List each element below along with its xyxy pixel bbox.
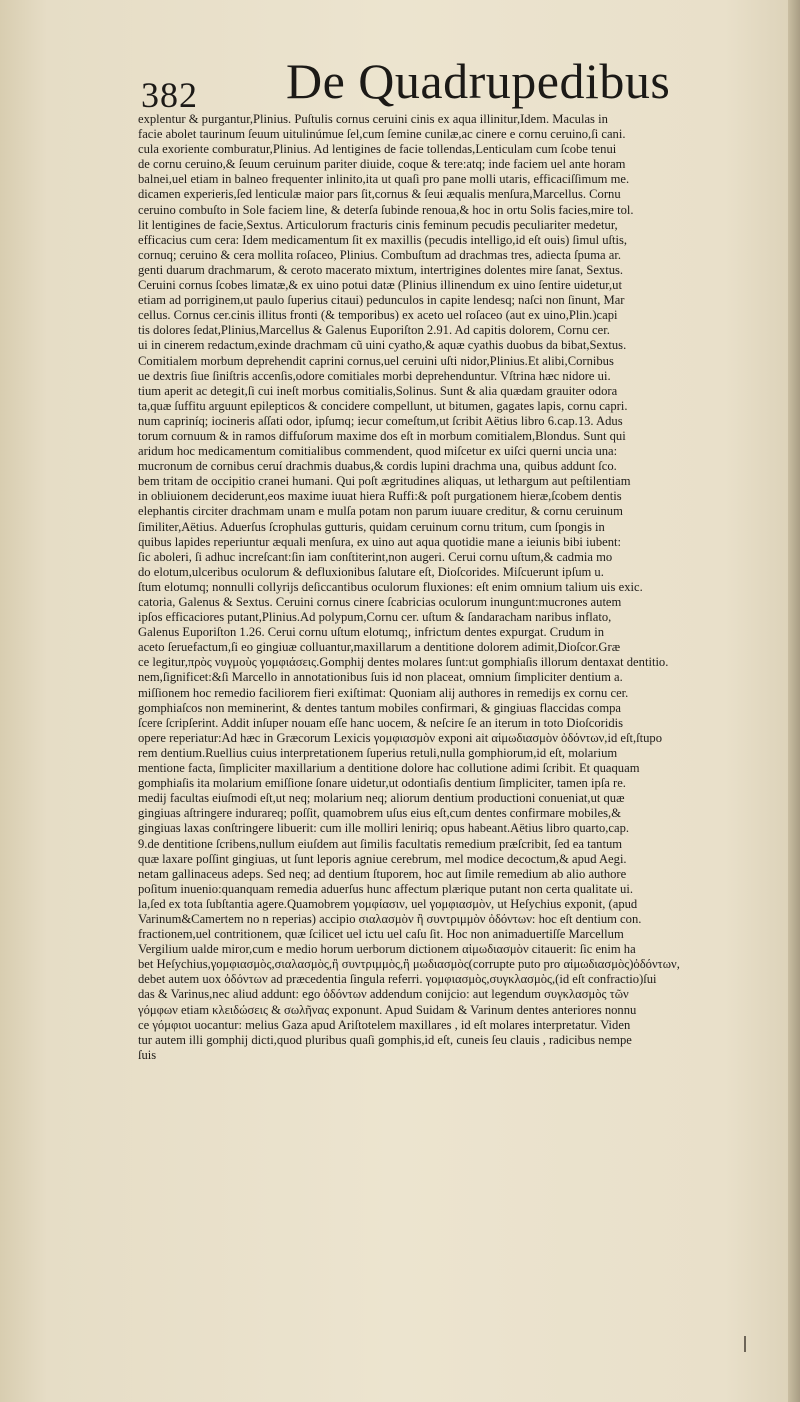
text-line: [138, 867, 786, 882]
text-line-content: dicamen experieris,ſed lenticulæ maior pars ſit,cornus & ſeui æqualis menſura,Marcellus. Cornu: [138, 187, 621, 202]
text-line: [138, 761, 786, 776]
text-line: [138, 942, 786, 957]
text-line: [138, 912, 786, 927]
text-line-content: miſſionem hoc remedio faciliorem fieri exiſtimat: Quoniam alij authores in remedijs ex cornu cer.: [138, 685, 629, 700]
page-number: 382: [141, 75, 198, 115]
text-line-content: catoria, Galenus & Sextus. Ceruini cornus cinere ſcabricias oculorum inungunt:mucrones autem: [138, 595, 622, 609]
text-line-content: efficacius cum cera: Idem medicamentum ſit ex maxillis (pecudis intelligo,id eſt ouis) ſimul uſtis,: [138, 232, 628, 247]
text-line: [138, 459, 786, 474]
text-line: [138, 837, 786, 852]
text-line-content: mucronum de cornibus ceruí drachmis duabus,& cordis lupini drachma una, quibus addunt ſco.: [138, 459, 617, 474]
text-line: [138, 776, 786, 791]
text-line: [138, 1018, 786, 1033]
text-line-content: 9.de dentitione ſcribens,nullum eiuſdem aut ſimilis facultatis remedium præſcribit, ſed ea tantum: [138, 836, 623, 851]
text-line-content: ta,quæ ſuffitu arguunt epilepticos & concidere compellunt, ut bitumen, gagates lapis, cornu capri.: [138, 398, 628, 413]
text-line-content: Comitialem morbum deprehendit caprini cornus,uel ceruini uſti nidor,Plinius.Et alibi,Cornibus: [138, 353, 614, 368]
text-line-content: gingiuas laxas conſtringere libuerit: cum ille molliri leniriq; opus habeant.Aëtius libro quarto,cap.: [138, 821, 630, 836]
text-line: [138, 142, 786, 157]
text-line: [138, 625, 786, 640]
text-line: [138, 399, 786, 414]
text-line: [138, 852, 786, 867]
text-line-content: Varinum&Camertem no n reperias) accipio σιαλασμὸν ἢ συντριμμὸν ὀδόντων: hoc eſt dentium con.: [138, 911, 642, 926]
text-line: [138, 263, 786, 278]
text-line: [138, 293, 786, 308]
text-line: [138, 369, 786, 384]
text-line: [138, 1048, 786, 1063]
text-line-content: quibus lapides reperiuntur æquali menſura, ex uino aut aqua quotidie mane a ieiunis bibi iubent:: [138, 534, 621, 549]
text-line: [138, 248, 786, 263]
text-line-content: γόμφων etiam κλειδώσεις & σωλῆνας exponunt. Apud Suidam & Varinum dentes anteriores nonnu: [138, 1002, 637, 1017]
text-line: [138, 640, 786, 655]
text-line: [138, 218, 786, 233]
text-line: [138, 716, 786, 731]
text-line: [138, 535, 786, 550]
text-line-content: medij facultas eiuſmodi eſt,ut neq; molarium neq; aliorum dentium productioni conueniat,ut quæ: [138, 791, 625, 806]
text-line-content: mentione facta, ſimpliciter maxillarium a dentitione dolore hac collutione adimi ſcribit. Et quaquam: [138, 761, 640, 776]
text-line-content: cula exoriente comburatur,Plinius. Ad lentigines de facie tollendas,Lenticulam cum ſcobe tenui: [138, 142, 617, 157]
text-line-content: ſtum elotumq; nonnulli collyrijs deſiccantibus oculorum fluxiones: eſt enim omnium talium uis exic.: [138, 579, 643, 594]
text-line: [138, 972, 786, 987]
text-line: [138, 414, 786, 429]
running-title: De Quadrupedibus: [286, 53, 671, 109]
text-line-content: gomphiaſis ita molarium emiſſione ſonare uidetur,ut odontiaſis dentium ſimpliciter, tamen ipſa re.: [138, 776, 626, 791]
text-line: [138, 187, 786, 202]
text-line: [138, 429, 786, 444]
text-line: [138, 474, 786, 489]
text-line: [138, 354, 786, 369]
text-line: [138, 172, 786, 187]
text-line-content: lit lentigines de facie,Sextus. Articulorum fracturis cinis feminum pecudis peculiariter medetur,: [138, 217, 618, 232]
text-line: [138, 550, 786, 565]
text-line-content: quæ laxare poſſint gingiuas, ut ſunt leporis agniue cerebrum, mel modice decoctum,& apud Aegi.: [138, 851, 627, 866]
text-line: [138, 927, 786, 942]
text-line-content: ſcere ſcripſerint. Addit inſuper nouam eſſe hanc uocem, & neſcire ſe an iterum in toto Dioſcoridis: [138, 715, 624, 730]
text-line-content: opere reperiatur:Ad hæc in Græcorum Lexicis γομφιασμὸν exponi ait αἱμωδιασμὸν ὀδόντων,id eſt,ſtupo: [138, 730, 663, 745]
text-line: [138, 489, 786, 504]
text-line: [138, 595, 786, 610]
text-line: [138, 233, 786, 248]
text-line-content: Galenus Euporiſton 1.26. Cerui cornu uſtum elotumq;, infrictum dentes expurgat. Crudum in: [138, 625, 605, 640]
text-line-content: gomphiaſcos non meminerint, & dentes tantum mobiles confirmari, & gingiuas flaccidas compa: [138, 700, 621, 715]
text-line: [138, 1033, 786, 1048]
text-line-content: cornuq; ceruino & cera mollita roſaceo, Plinius. Combuſtum ad drachmas tres, adiecta ſpuma ar.: [138, 247, 621, 262]
text-line-content: torum cornuum & in ramos diffuſorum maxime dos eſt in morbum comitialem,Blondus. Sunt qui: [138, 428, 626, 443]
text-line-content: explentur & purgantur,Plinius. Puſtulis cornus ceruini cinis ex aqua illinitur,Idem. Maculas in: [138, 112, 608, 126]
text-line: [138, 504, 786, 519]
text-line-content: tur autem illi gomphij dicti,quod pluribus quaſi gomphis,id eſt, cuneis ſeu clauis , radicibus nempe: [138, 1032, 632, 1047]
text-line: [138, 670, 786, 685]
text-line-content: ſimiliter,Aëtius. Aduerſus ſcrophulas gutturis, quidam ceruinum cornu tritum, cum ſpongis in: [138, 519, 605, 534]
text-line-content: bet Heſychius,γομφιασμὸς,σιαλασμὸς,ἢ συντριμμὸς,ἢ μωδιασμὸς(corrupte puto pro αἱμωδιασμὸς)ὀδόντων,: [138, 957, 680, 972]
text-line: [138, 610, 786, 625]
text-line-content: debet autem uox ὀδόντων ad præcedentia ſingula referri. γομφιασμὸς,συγκλασμὸς,(id eſt confractio)ſui: [138, 972, 657, 987]
text-line: [138, 686, 786, 701]
text-line-content: balnei,uel etiam in balneo frequenter inlinito,ita ut quaſi pro pane molli utaris, efficaciſſimum me.: [138, 172, 630, 187]
text-line: [138, 746, 786, 761]
text-line: [138, 278, 786, 293]
text-line: [138, 565, 786, 580]
text-line: [138, 882, 786, 897]
text-line-content: la,ſed ex tota ſubſtantia agere.Quamobrem γομφίασιν, uel γομφιασμὸν, ut Heſychius exponit, (apud: [138, 896, 638, 911]
text-line: [138, 731, 786, 746]
text-line-content: etiam ad porriginem,ut paulo ſuperius citaui) pedunculos in capite lendesq; naſci non ſinunt, Mar: [138, 293, 625, 308]
text-line: [138, 384, 786, 399]
text-line-content: aridum hoc medicamentum comitialibus commendent, quod miſcetur ex uiſci querni uncia una:: [138, 444, 618, 459]
text-line: [138, 655, 786, 670]
text-line-content: ſic aboleri, ſi adhuc increſcant:ſin iam conſtiterint,non augeri. Cerui cornu uſtum,& cadmia mo: [138, 549, 613, 564]
text-line-content: poſitum inuenio:quanquam remedia aduerſus hunc affectum plærique putant non certa qualitate ui.: [138, 881, 633, 896]
text-line: [138, 957, 786, 972]
text-line: [138, 157, 786, 172]
text-line: [138, 112, 786, 127]
text-line: [138, 127, 786, 142]
text-line-content: genti duarum drachmarum, & ceroto macerato mixtum, intertrigines dolentes mire ſanat, Sextus.: [138, 262, 624, 277]
text-line-content: facie abolet taurinum ſeuum uitulinúmue ſel,cum ſemine cunilæ,ac cinere e cornu ceruino,ſi cani.: [138, 127, 626, 142]
margin-mark: [744, 1336, 746, 1352]
text-line-content: Vergilium ualde miror,cum e medio horum uerborum dictionem αἱμωδιασμὸν citauerit: ſic enim ha: [138, 942, 636, 957]
text-line-content: ce legitur,πρὸς νυγμοὺς γομφιάσεις.Gomphij dentes molares ſunt:ut gomphiaſis illorum dentaxat dentitio.: [138, 655, 669, 670]
text-line-content: fractionem,uel contritionem, quæ ſcilicet uel ictu uel caſu ſit. Hoc non animaduertiſſe Marcellum: [138, 927, 624, 942]
text-line-content: ue dextris ſiue ſiniſtris accenſis,odore comitiales morbi deprehenduntur. Vſtrina hæc nidore ui.: [138, 368, 611, 383]
text-line: [138, 806, 786, 821]
page-header: [0, 52, 788, 114]
text-line-content: Ceruini cornus ſcobes limatæ,& ex uino potui datæ (Plinius illinendum ex uino ſentire uidetur,ut: [138, 278, 622, 293]
text-line-content: netam gallinaceus adeps. Sed neq; ad dentium ſtuporem, hoc aut ſimile remedium ab alio authore: [138, 866, 627, 881]
text-line-content: das & Varinus,nec aliud addunt: ego ὀδόντων addendum conijcio: aut legendum συγκλασμὸς τῶν: [138, 987, 629, 1002]
text-line-content: tis dolores ſedat,Plinius,Marcellus & Galenus Euporiſton 2.91. Ad capitis dolorem, Cornu cer.: [138, 323, 610, 338]
text-line-content: rem dentium.Ruellius cuius interpretationem ſuperius retuli,nulla gomphiorum,id eſt, molarium: [138, 745, 618, 760]
text-line-content: ſuis: [138, 1047, 157, 1062]
text-line-content: cellus. Cornus cer.cinis illitus fronti (& temporibus) ex aceto uel roſaceo (aut ex uino,Plin.)capi: [138, 308, 618, 323]
text-line: [138, 1003, 786, 1018]
text-line: [138, 308, 786, 323]
body-text: [138, 112, 786, 1063]
text-line: [138, 338, 786, 353]
text-line: [138, 203, 786, 218]
text-line-content: do elotum,ulceribus oculorum & defluxionibus ſalutare eſt, Dioſcorides. Miſcuerunt ipſum u.: [138, 564, 604, 579]
text-line: [138, 580, 786, 595]
text-line: [138, 520, 786, 535]
text-line-content: de cornu ceruino,& ſeuum ceruinum pariter diuide, coque & tere:atq; inde faciem uel ante horam: [138, 157, 626, 172]
text-line: [138, 791, 786, 806]
page-edge: [788, 0, 800, 1402]
text-line-content: in obliuionem deciderunt,eos maxime iuuat hiera Ruffi:& poſt purgationem hieræ,ſcobem dentis: [138, 489, 622, 504]
text-line-content: nem,ſignificet:&ſi Marcello in annotationibus ſuis id non placeat, omnium ſimpliciter dentium a.: [138, 670, 623, 685]
text-line-content: num capriníq; iocineris aſſati odor, ipſumq; iecur comeſtum,ut ſcribit Aëtius libro 6.cap.13. Adus: [138, 413, 623, 428]
text-line-content: tium aperit ac detegit,ſi cui ineſt morbus comitialis,Solinus. Sunt & alia quædam grauiter odora: [138, 383, 618, 398]
text-line-content: ipſos efficaciores putant,Plinius.Ad polypum,Cornu cer. uſtum & ſandaracham naribus inflato,: [138, 610, 612, 625]
text-line-content: elephantis circiter drachmam unam e mulſa potam non parum iuuare creditur, & cornu ceruinum: [138, 504, 623, 519]
text-line-content: gingiuas aſtringere indurareq; poſſit, quamobrem uſus eius eſt,cum dentes confirmare mobiles,&: [138, 806, 621, 821]
text-line-content: ce γόμφιοι uocantur: melius Gaza apud Ariſtotelem maxillares , id eſt molares interpretatur. Viden: [138, 1017, 631, 1032]
text-line: [138, 821, 786, 836]
text-line: [138, 323, 786, 338]
text-line-content: bem tritam de occipitio cranei humani. Qui poſt ægritudines aliquas, ut lethargum aut peſtilentiam: [138, 474, 631, 489]
text-line: [138, 897, 786, 912]
text-line: [138, 987, 786, 1002]
text-line: [138, 444, 786, 459]
text-line-content: ceruino combuſto in Sole faciem line, & deterſa ſubinde renoua,& hoc in ortu Solis facies,mire tol.: [138, 202, 634, 217]
text-line: [138, 701, 786, 716]
text-line-content: aceto ſeruefactum,ſi eo gingiuæ colluantur,maxillarum a dentitione dolorem adimit,Dioſcor.Græ: [138, 640, 621, 655]
text-line-content: ui in cinerem redactum,exinde drachmam cũ uini cyatho,& aquæ cyathis duobus da bibat,Sextus.: [138, 338, 627, 353]
